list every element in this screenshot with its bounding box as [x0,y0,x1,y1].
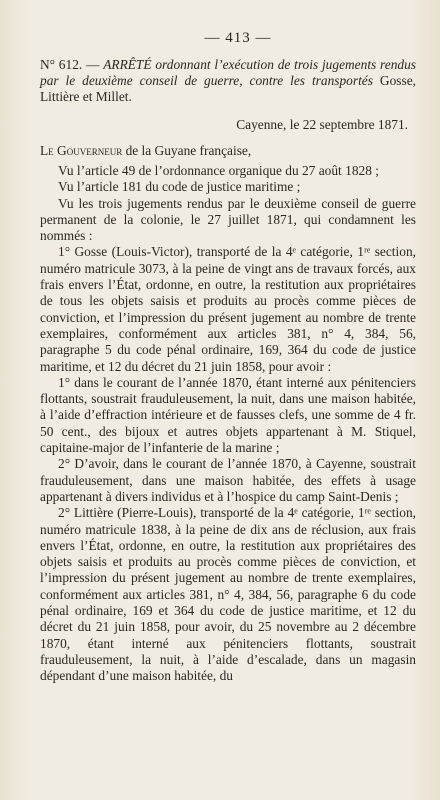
page-number: — 413 — [204,30,272,46]
decree-title: ARRÊTÉ ordonnant l’exécution de trois jugements rendus par le deuxième conseil de guerre, contre les transportés [40,57,416,88]
paragraph-gosse-charge-2: 2° D’avoir, dans le courant de l’année 1870, à Cayenne, soustrait frauduleusement, dans une maison habitée, des effets à usage appartenant à divers individus et à l’hospice du camp Saint-Denis ; [40,456,416,504]
decree-names: Gosse, Littière et Millet. [40,73,416,104]
paragraph-considering-judgments: Vu les trois jugements rendus par le deuxième conseil de guerre permanent de la colonie, le 27 juillet 1871, qui condamnent les nommés : [40,195,416,244]
decree-number: N° 612. — [40,57,100,72]
paragraph-considering-article-49: Vu l’article 49 de l’ordonnance organique du 27 août 1828 ; [58,163,379,178]
paragraph-gosse-sentence: 1° Gosse (Louis-Victor), transporté de la 4ᵉ catégorie, 1ʳᵉ section, numéro matricule 3073, à la peine de vingt ans de travaux forcés, aux frais envers l’État, ordonne, en outre, la restitution aux propriétaires de tous les objets saisis et produits au procès comme pièces de conviction, et l’impression du présent jugement au nombre de trente exemplaires, conformément aux articles 381, n° 4, 384, 56, paragraphe 5 du code pénal ordinaire, 169, 364 du code de justice maritime, et 12 du décret du 21 juin 1858, pour avoir : [40,244,416,374]
paragraph-gosse-charge-1: 1° dans le courant de l’année 1870, étant interné aux pénitenciers flottants, soustrait frauduleusement, la nuit, dans une maison habitée, à l’aide d’effraction intérieure et de fausses clefs, une somme de 4 fr. 50 cent., des bijoux et autres objets appartenant à M. Stiquel, capitaine-major de l’infanterie de la marine ; [40,374,416,456]
authority-title: Le Gouverneur [40,143,123,158]
paragraph-considering-article-181: Vu l’article 181 du code de justice maritime ; [58,179,301,195]
decree-heading [40,57,416,105]
authority-rest: de la Guyane française, [125,143,252,158]
paragraph-littiere-sentence: 2° Littière (Pierre-Louis), transporté de la 4ᵉ catégorie, 1ʳᵉ section, numéro matricule 1838, à la peine de dix ans de réclusion, aux frais envers l’État, ordonne, en outre, la restitution aux propriétaires des objets saisis et produits au procès comme pièces de conviction, et l’impression du présent jugement au nombre de trente exemplaires, conformément aux articles 381, n° 4, 384, 56, paragraphe 6 du code pénal ordinaire, 169 et 364 du code de justice maritime, et 12 du décret du 21 juin 1858, pour avoir, du 25 novembre au 2 décembre 1870, étant interné aux pénitenciers flottants, soustrait frauduleusement, la nuit, à l’aide d’escalade, dans un magasin dépendant d’une maison habitée, du [40,505,416,684]
date-line: Cayenne, le 22 septembre 1871. [236,117,408,132]
authority-line [40,143,416,159]
